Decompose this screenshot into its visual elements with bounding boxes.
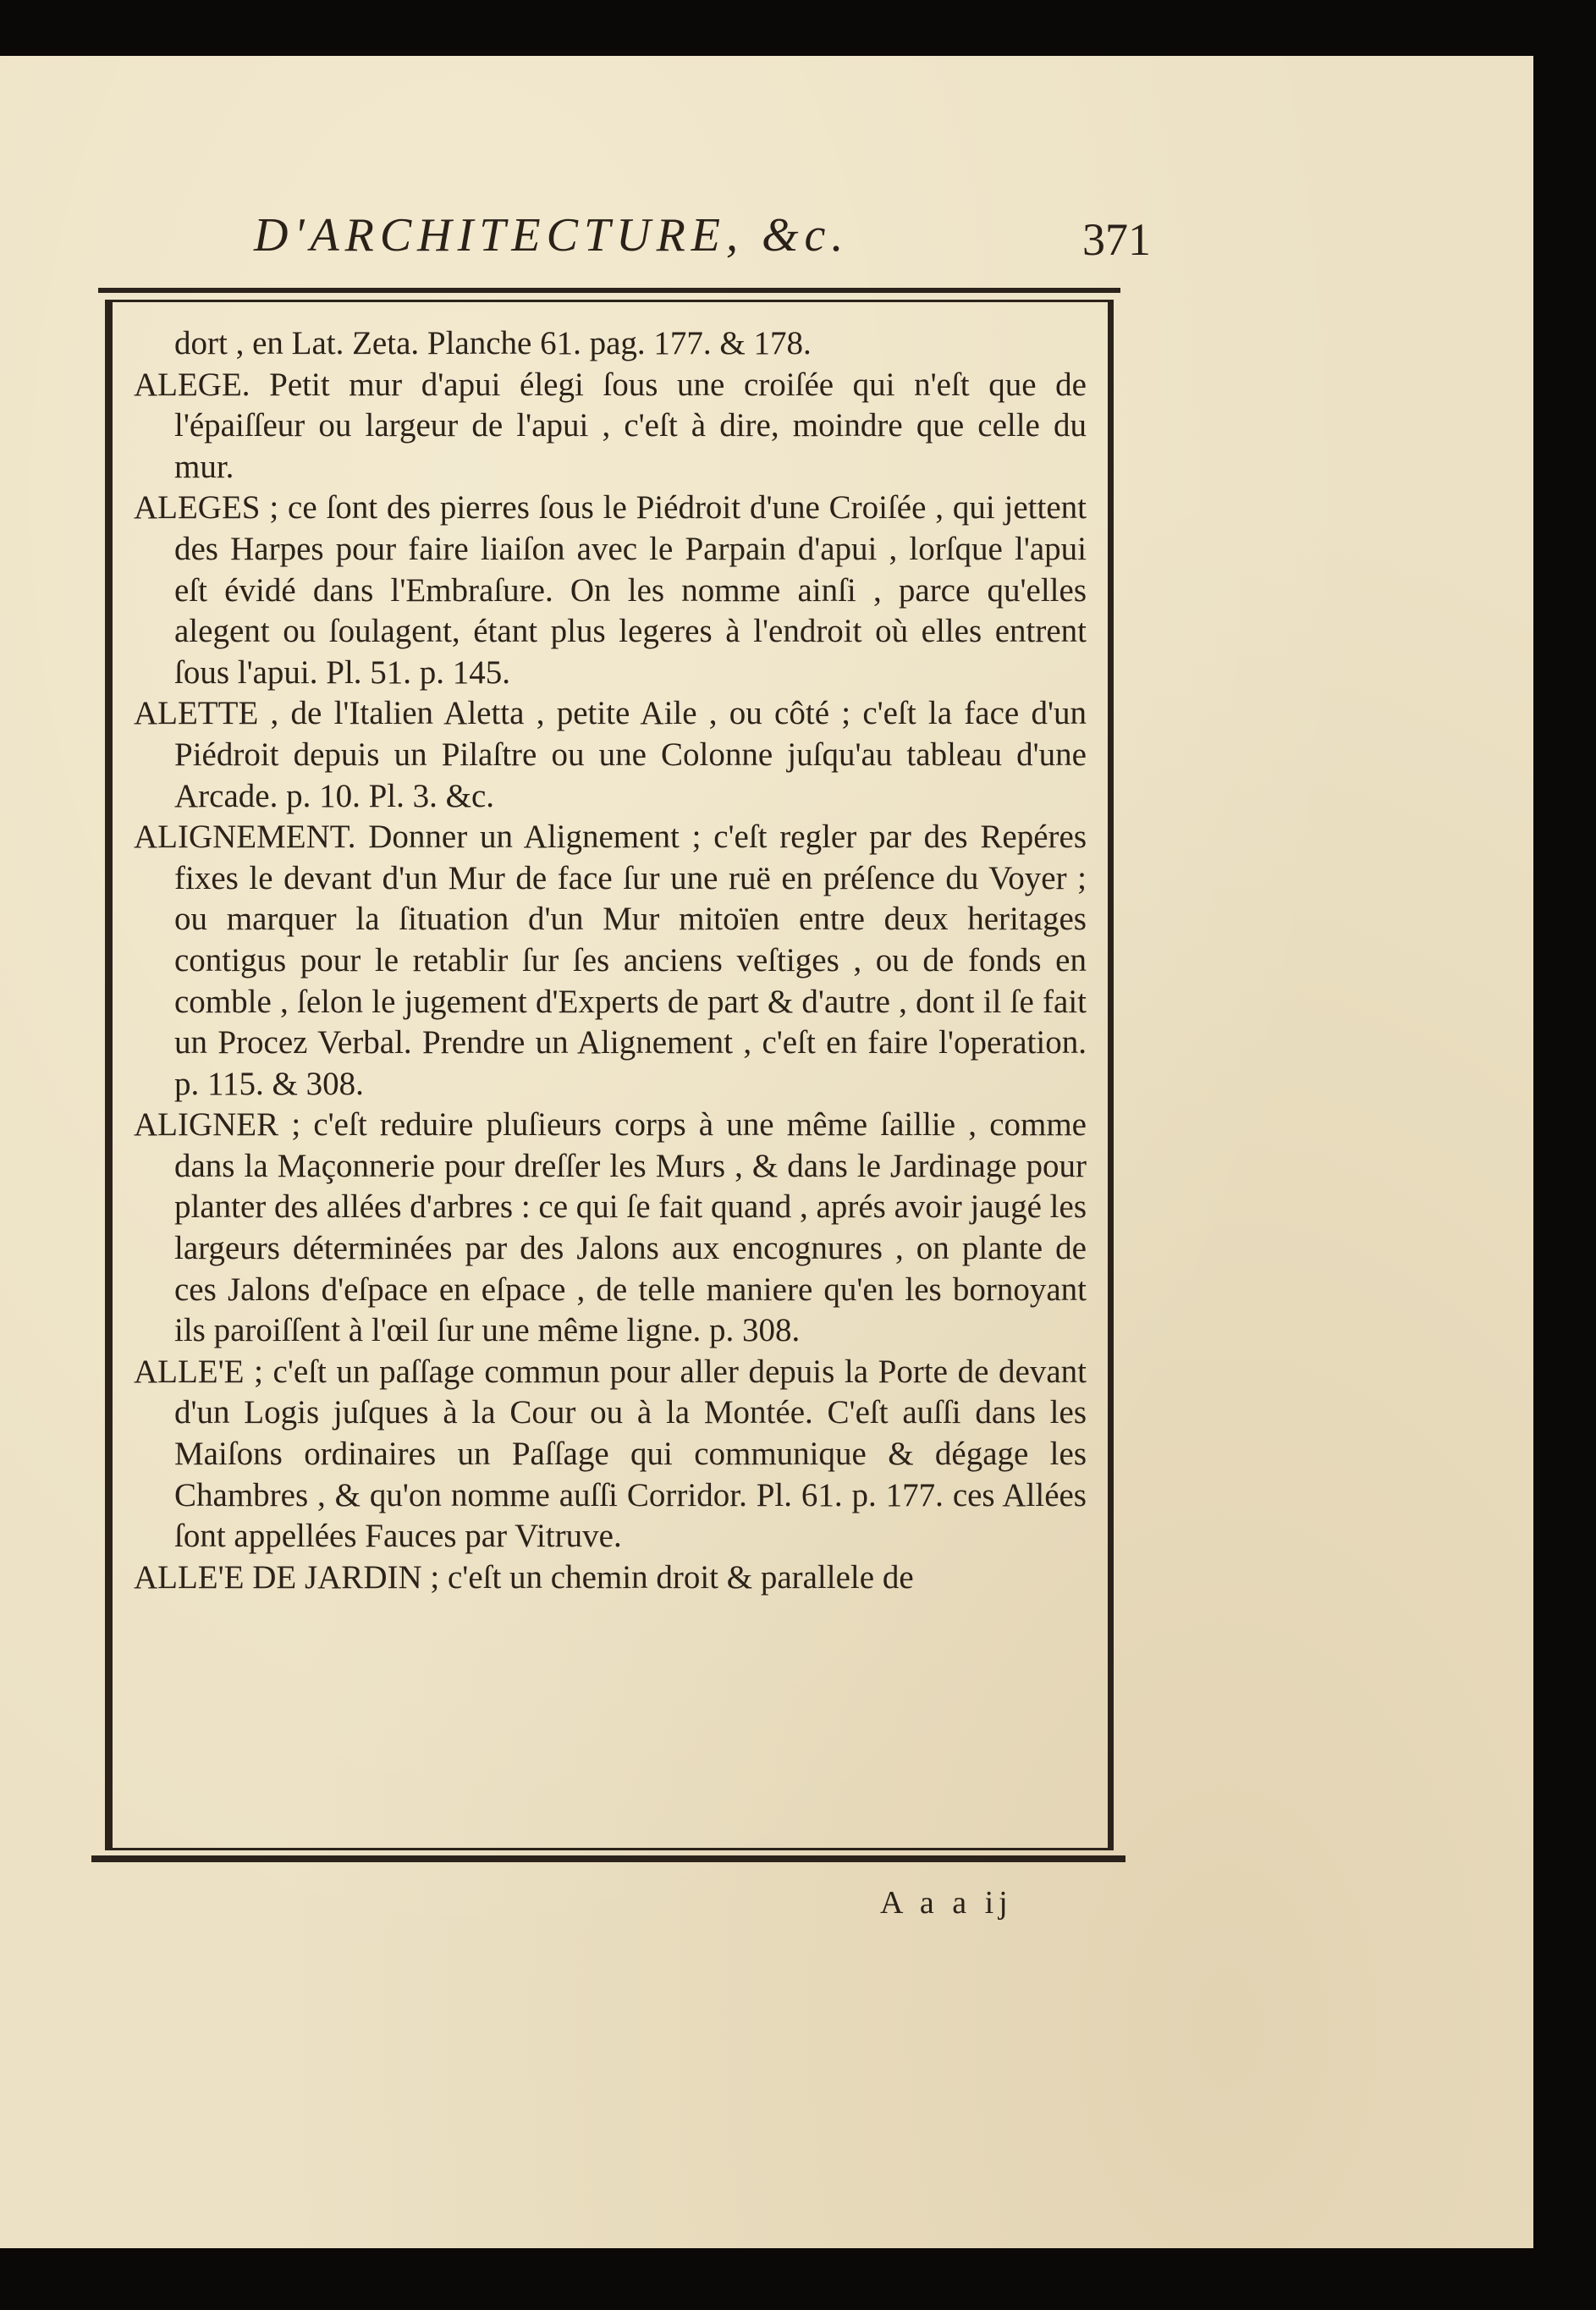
signature-mark: A a a ij [880, 1885, 1013, 1921]
entry-alette: ALETTE , de l'Italien Aletta , petite Aile , ou côté ; c'eſt la face d'un Piédroit depuis un Pilaſtre ou une Colonne juſqu'au tableau d'une Arcade. p. 10. Pl. 3. &c. [134, 695, 1087, 814]
entry-allee-de-jardin: ALLE'E DE JARDIN ; c'eſt un chemin droit & parallele de [134, 1558, 914, 1596]
dictionary-text [134, 323, 1087, 1598]
text-frame [98, 288, 1120, 1862]
book-page [0, 56, 1533, 2248]
running-head [254, 208, 1151, 293]
entry-allee: ALLE'E ; c'eſt un paſſage commun pour aller depuis la Porte de devant d'un Logis juſques à la Cour ou à la Montée. C'eſt auſſi dans les Maiſons ordinaires un Paſſage qui communique & dégage les Chambres , & qu'on nomme auſſi Corridor. Pl. 61. p. 177. ces Allées ſont appellées Fauces par Vitruve. [134, 1353, 1087, 1555]
running-title: D'ARCHITECTURE, &c. [254, 209, 850, 262]
entry-alignement: ALIGNEMENT. Donner un Alignement ; c'eſt regler par des Repéres fixes le devant d'un Mur de face ſur une ruë en préſence du Voyer ; ou marquer la ſituation d'un Mur mitoïen entre deux heritages contigus pour le retablir ſur ſes anciens veſtiges , ou de fonds en comble , ſelon le jugement d'Experts de part & d'autre , dont il ſe fait un Procez Verbal. Prendre un Alignement , c'eſt en faire l'operation. p. 115. & 308. [134, 819, 1087, 1102]
entry-alege: ALEGE. Petit mur d'apui élegi ſous une croiſée qui n'eſt que de l'épaiſſeur ou largeur de l'apui , c'eſt à dire, moindre que celle du mur. [134, 366, 1087, 485]
entry-aleges: ALEGES ; ce ſont des pierres ſous le Piédroit d'une Croiſée , qui jettent des Harpes pour faire liaiſon avec le Parpain d'apui , lorſque l'apui eſt évidé dans l'Embraſure. On les nomme ainſi , parce qu'elles alegent ou ſoulagent, étant plus legeres à l'endroit où elles entrent ſous l'apui. Pl. 51. p. 145. [134, 489, 1087, 691]
bottom-rule [91, 1855, 1125, 1862]
top-rule [98, 288, 1120, 293]
page-number: 371 [1082, 214, 1151, 265]
entry-continuation: dort , en Lat. Zeta. Planche 61. pag. 177. & 178. [174, 325, 812, 361]
entry-aligner: ALIGNER ; c'eſt reduire pluſieurs corps à une même ſaillie , comme dans la Maçonnerie pour dreſſer les Murs , & dans le Jardinage pour planter des allées d'arbres : ce qui ſe fait quand , aprés avoir jaugé les largeurs déterminées par des Jalons aux encognures , on plante de ces Jalons d'eſpace en eſpace , de telle maniere qu'en les bornoyant ils paroiſſent à l'œil ſur une même ligne. p. 308. [134, 1106, 1087, 1349]
